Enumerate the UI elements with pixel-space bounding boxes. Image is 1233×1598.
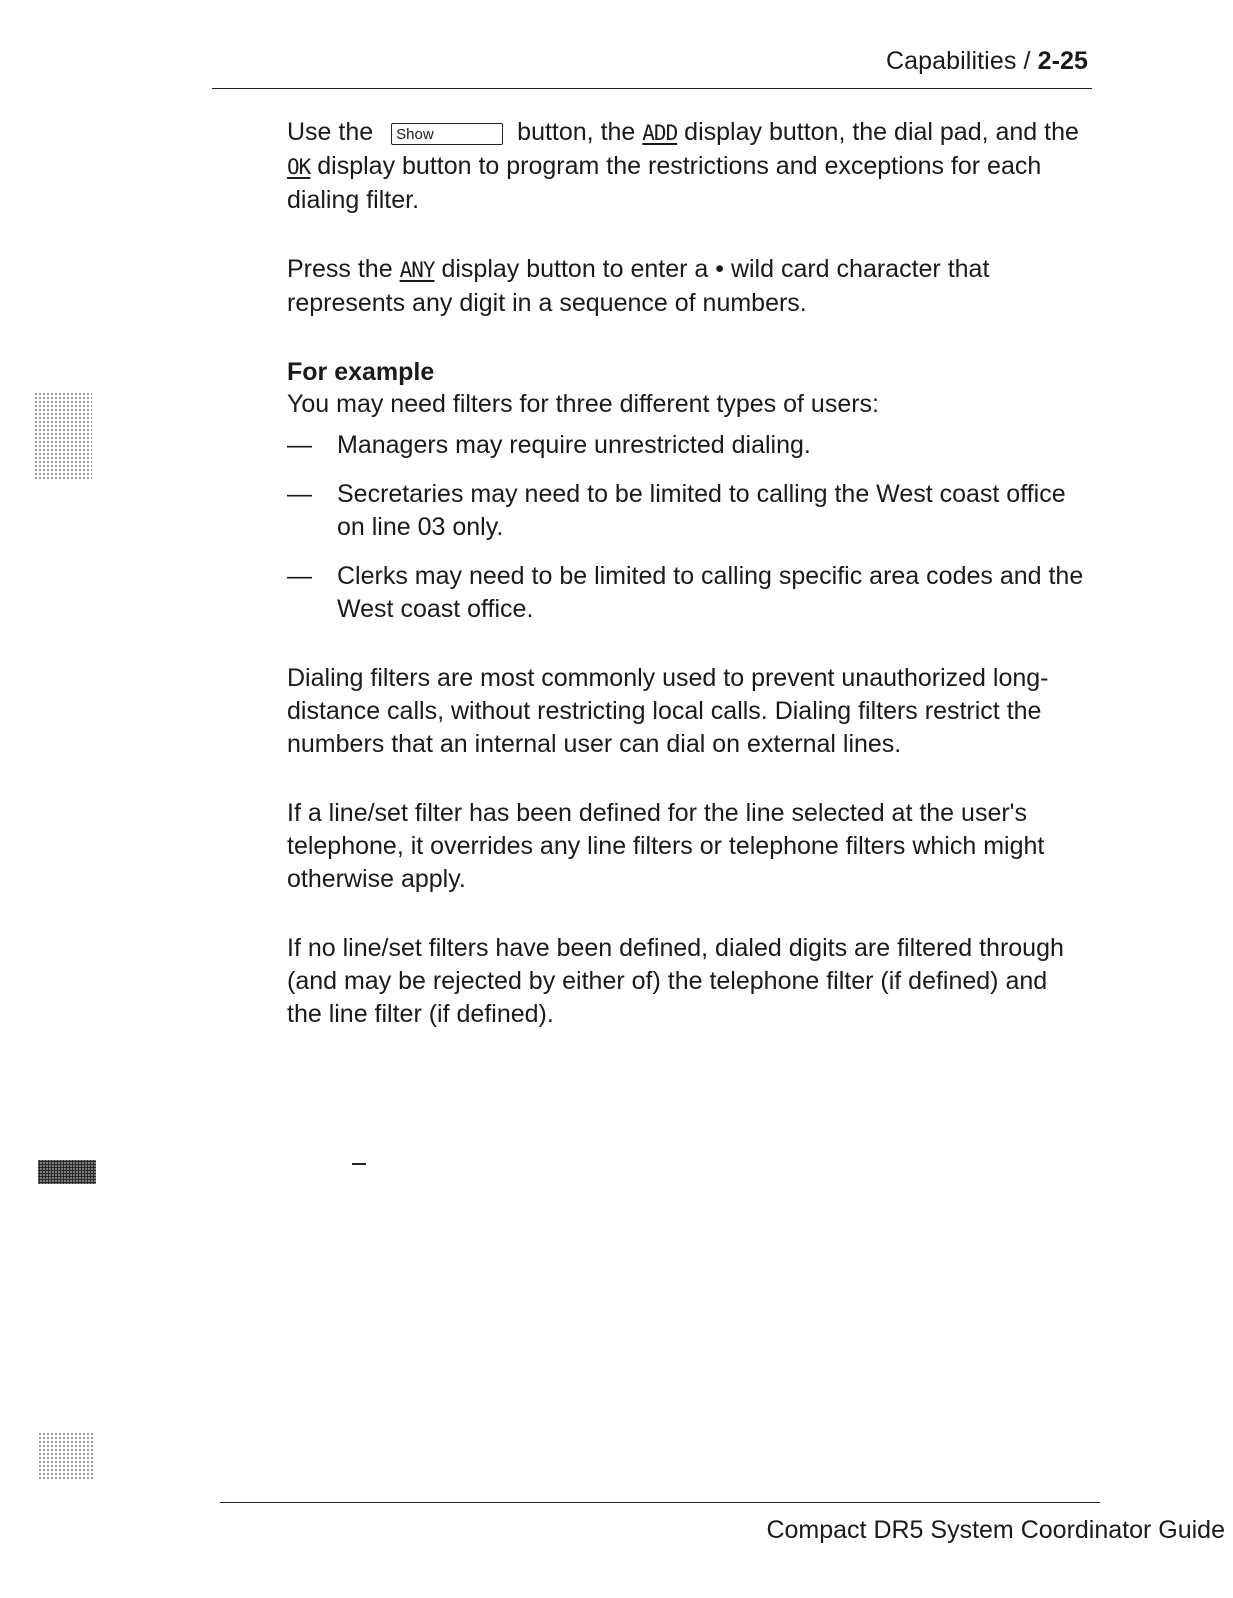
dash-bullet: —	[287, 562, 312, 590]
text-run: Use the	[287, 118, 374, 146]
example-heading: For example	[287, 358, 435, 386]
footer-rule	[220, 1502, 1100, 1503]
text-run: display button, the dial pad, and the	[684, 118, 1079, 146]
text-run: Press the	[287, 255, 393, 283]
paragraph-dialing-filters: Dialing filters are most commonly used to prevent unauthorized long-distance calls, without restricting local calls. Dialing filters restrict the numbers that an internal user can dial on external lines.	[287, 664, 1049, 758]
list-item	[287, 478, 1087, 544]
header-text	[886, 47, 1088, 76]
paragraph-wildcard	[287, 253, 1087, 320]
header-section: Capabilities /	[885, 47, 1038, 75]
scan-artifact	[38, 1160, 96, 1184]
page-header	[212, 44, 1092, 89]
ok-display-key: OK	[287, 155, 311, 179]
list-item	[287, 560, 1087, 626]
dash-bullet: —	[287, 431, 312, 459]
list-item-text: Secretaries may need to be limited to calling the West coast office on line 03 only.	[337, 480, 1066, 541]
any-display-key: ANY	[399, 258, 435, 282]
text-run: display button to enter a • wild card character that represents any digit in a sequence of numbers.	[287, 255, 990, 317]
dash-bullet: —	[287, 480, 312, 508]
example-intro: You may need filters for three different types of users:	[287, 390, 879, 418]
show-key-icon: Show	[391, 123, 503, 145]
text-run: button, the	[517, 118, 636, 146]
scan-artifact	[38, 1432, 94, 1480]
list-item	[287, 429, 1087, 462]
page-number: 2-25	[1037, 47, 1088, 75]
paragraph-no-line-set-filter: If no line/set filters have been defined, dialed digits are filtered through (and may be rejected by either of) the telephone filter (if defined) and the line filter (if defined).	[287, 934, 1064, 1028]
page-content	[287, 116, 1087, 1067]
stray-mark	[352, 1163, 366, 1165]
text-run: display button to program the restrictions and exceptions for each dialing filter.	[287, 152, 1042, 214]
list-item-text: Managers may require unrestricted dialing.	[337, 431, 811, 459]
add-display-key: ADD	[642, 121, 678, 145]
footer-title: Compact DR5 System Coordinator Guide	[766, 1516, 1225, 1544]
scan-artifact	[34, 392, 92, 480]
paragraph-line-set-filter: If a line/set filter has been defined for the line selected at the user's telephone, it overrides any line filters or telephone filters which might otherwise apply.	[287, 799, 1045, 893]
paragraph-programming	[287, 116, 1087, 217]
list-item-text: Clerks may need to be limited to calling specific area codes and the West coast office.	[337, 562, 1084, 623]
